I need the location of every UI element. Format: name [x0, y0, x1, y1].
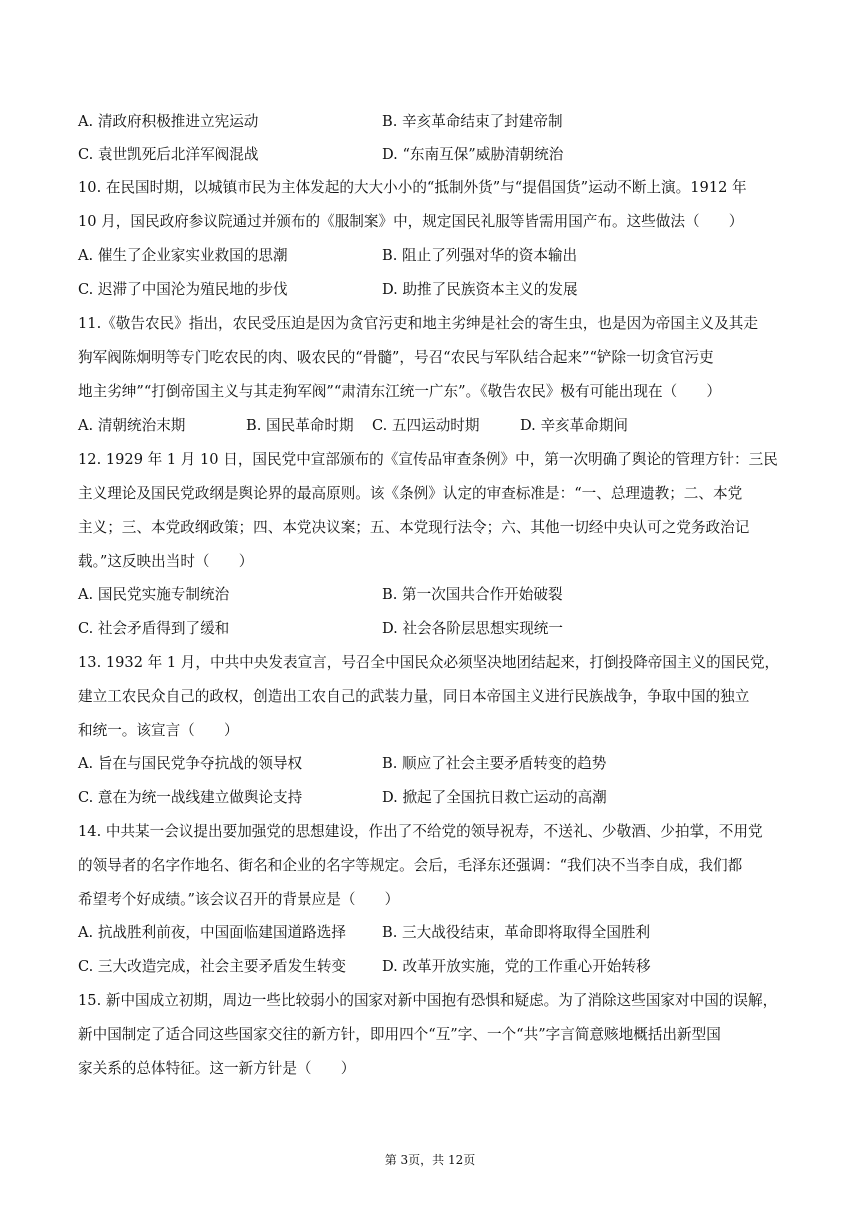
text-line: 主义理论及国民党政纲是舆论界的最高原则。该《条例》认定的审查标准是：“一、总理遗教；二、本党 [78, 485, 743, 502]
text-line: 13. 1932 年 1 月，中共中央发表宣言，号召全中国民众必须坚决地团结起来，打倒投降帝国主义的国民党， [78, 654, 780, 671]
text-line: 11.《敬告农民》指出，农民受压迫是因为贪官污吏和地主劣绅是社会的寄生虫，也是因为帝国主义及其走 [78, 315, 758, 332]
text-line: 希望考个好成绩。”该会议召开的背景应是（ ） [78, 891, 400, 908]
answer-option: B. 顺应了社会主要矛盾转变的趋势 [382, 755, 607, 772]
text-line: 家关系的总体特征。这一新方针是（ ） [78, 1060, 356, 1077]
answer-option: C. 社会矛盾得到了缓和 [78, 620, 230, 637]
text-line: 10. 在民国时期，以城镇市民为主体发起的大大小小的“抵制外货”与“提倡国货”运动不断上演。1912 年 [78, 179, 747, 196]
text-line: 12. 1929 年 1 月 10 日，国民党中宣部颁布的《宣传品审查条例》中，第一次明确了舆论的管理方针：三民 [78, 451, 778, 468]
page-footer: 第 3页，共 12页 [384, 1153, 476, 1167]
answer-option: C. 袁世凯死后北洋军阀混战 [78, 146, 259, 163]
answer-option: D. 社会各阶层思想实现统一 [382, 620, 563, 637]
answer-option: C. 意在为统一战线建立做舆论支持 [78, 789, 303, 806]
text-line: 14. 中共某一会议提出要加强党的思想建设，作出了不给党的领导祝寿，不送礼、少敬酒、少拍掌，不用党 [78, 823, 763, 840]
answer-option: A. 国民党实施专制统治 [78, 586, 230, 603]
text-line: 狗军阀陈炯明等专门吃农民的肉、吸农民的“骨髓”，号召“农民与军队结合起来”“铲除一切贪官污吏 [78, 349, 714, 366]
text-line: 10 月，国民政府参议院通过并颁布的《服制案》中，规定国民礼服等皆需用国产布。这些做法（ ） [78, 213, 744, 230]
text-line: 建立工农民众自己的政权，创造出工农自己的武装力量，同日本帝国主义进行民族战争，争取中国的独立 [78, 688, 750, 705]
answer-option: A. 清政府积极推进立宪运动 [78, 113, 259, 130]
text-line: 地主劣绅”“打倒帝国主义与其走狗军阀”“肃清东江统一广东”。《敬告农民》极有可能出现在（ ） [78, 383, 721, 400]
answer-option: D. 助推了民族资本主义的发展 [382, 281, 578, 298]
text-line: 的领导者的名字作地名、街名和企业的名字等规定。会后，毛泽东还强调：“我们决不当李自成，我们都 [78, 857, 743, 874]
answer-option: B. 辛亥革命结束了封建帝制 [382, 113, 563, 130]
answer-option: D. 改革开放实施，党的工作重心开始转移 [382, 958, 651, 975]
answer-option: D. “东南互保”威胁清朝统治 [382, 146, 564, 163]
answer-option: B. 三大战役结束，革命即将取得全国胜利 [382, 924, 651, 941]
answer-option: B. 第一次国共合作开始破裂 [382, 586, 563, 603]
answer-option: D. 辛亥革命期间 [520, 417, 629, 434]
answer-option: A. 旨在与国民党争夺抗战的领导权 [78, 755, 303, 772]
text-line: 15. 新中国成立初期，周边一些比较弱小的国家对新中国抱有恐惧和疑虑。为了消除这些国家对中国的误解， [78, 992, 778, 1009]
text-line: 和统一。该宣言（ ） [78, 722, 239, 739]
answer-option: B. 阻止了列强对华的资本输出 [382, 247, 578, 264]
answer-option: A. 催生了企业家实业救国的思潮 [78, 247, 288, 264]
text-line: 载。”这反映出当时（ ） [78, 553, 254, 570]
answer-option: C. 迟滞了中国沦为殖民地的步伐 [78, 281, 288, 298]
answer-option: C. 五四运动时期 [372, 417, 480, 434]
text-line: 新中国制定了适合同这些国家交往的新方针，即用四个“互”字、一个“共”字言简意赅地概括出新型国 [78, 1026, 721, 1043]
answer-option: D. 掀起了全国抗日救亡运动的高潮 [382, 789, 607, 806]
text-line: 主义；三、本党政纲政策；四、本党决议案；五、本党现行法令；六、其他一切经中央认可之党务政治记 [78, 519, 750, 536]
answer-option: B. 国民革命时期 [246, 417, 354, 434]
answer-option: C. 三大改造完成，社会主要矛盾发生转变 [78, 958, 347, 975]
answer-option: A. 抗战胜利前夜，中国面临建国道路选择 [78, 924, 346, 941]
answer-option: A. 清朝统治末期 [78, 417, 186, 434]
